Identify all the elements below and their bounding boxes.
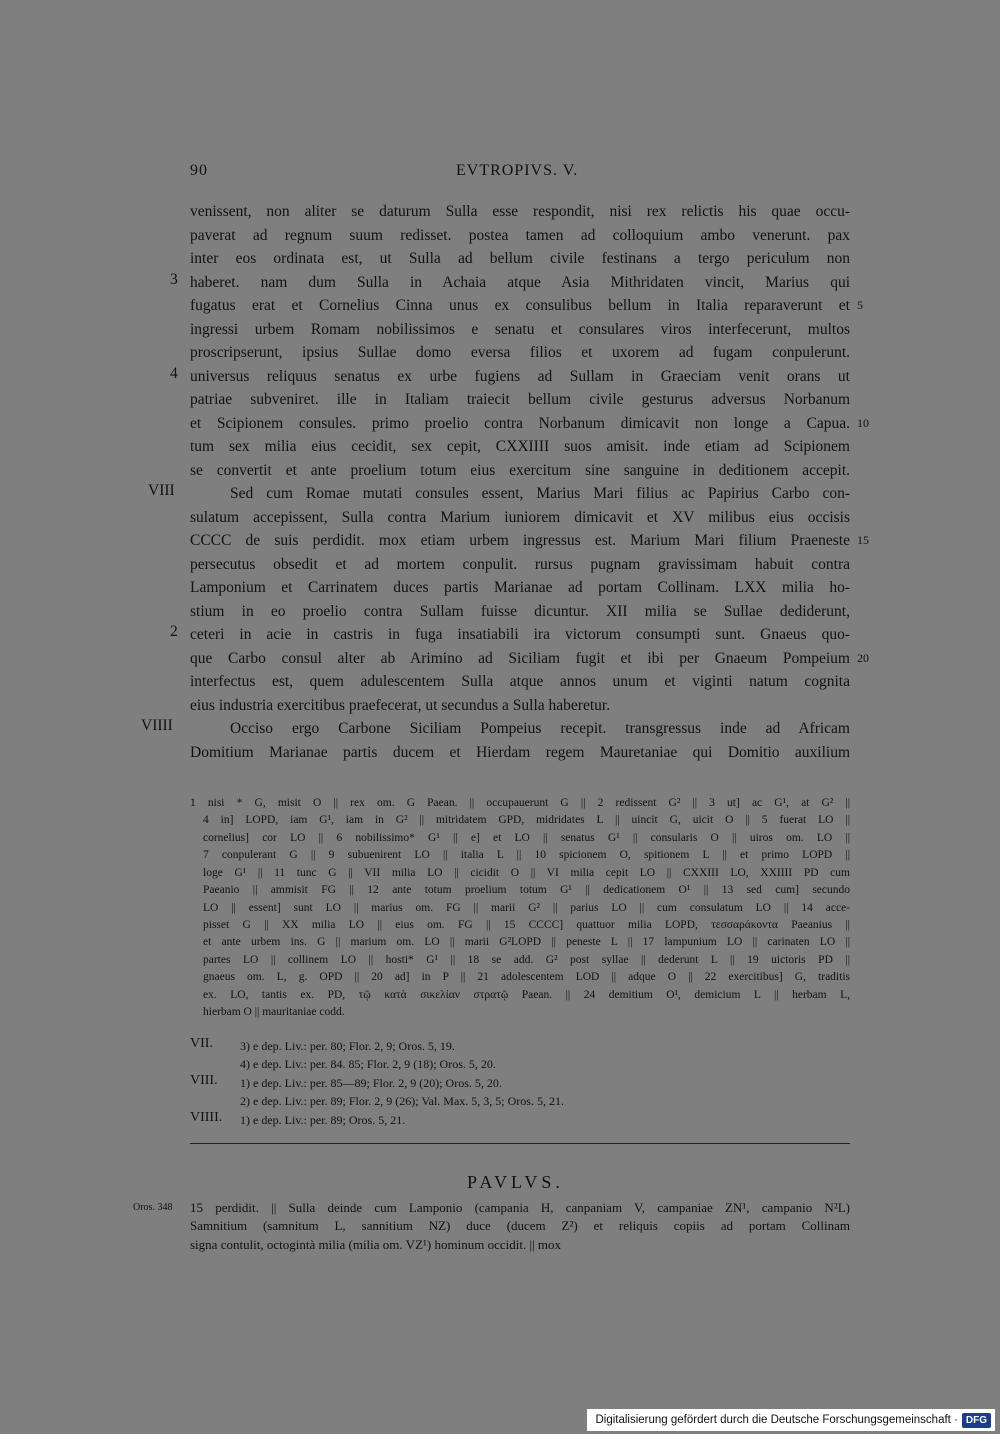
chapter-number: VIIII bbox=[141, 717, 173, 734]
text-line: patriae subveniret. ille in Italiam traiecit bellum civile gesturus adversus Norbanum bbox=[190, 391, 850, 408]
footer-text: Digitalisierung gefördert durch die Deutsche Forschungsgemeinschaft · bbox=[595, 1414, 958, 1426]
text-line: interfectus est, quem adulescentem Sulla atque annos unum et viginti natum cognita bbox=[190, 673, 850, 690]
text-line: Lamponium et Carrinatem duces partis Marianae ad portam Collinam. LXX milia ho- bbox=[190, 579, 850, 596]
apparatus-line: 7 conpulerant G || 9 subuenirent LO || italia L || 10 spicionem O, spitionem L || et primo LOPD || bbox=[203, 849, 850, 861]
text-line: inter eos ordinata est, ut Sulla ad bellum civile festinans a tergo periculum non bbox=[190, 250, 850, 267]
line-number: 20 bbox=[857, 651, 869, 665]
paulus-line: 15 perdidit. || Sulla deinde cum Lamponio (campania H, canpaniam V, campaniae ZN¹, campanio N²L) bbox=[190, 1200, 850, 1215]
text-line: Sed cum Romae mutati consules essent, Marius Mari filius ac Papirius Carbo con- bbox=[230, 485, 850, 502]
text-line: ceteri in acie in castris in fuga insatiabili ira victorum consumpti sunt. Gnaeus quo- bbox=[190, 626, 850, 643]
section-heading: PAVLVS. bbox=[467, 1172, 564, 1192]
text-line: que Carbo consul alter ab Arimino ad Siciliam fugit et ibi per Gnaeum Pompeium bbox=[190, 650, 850, 667]
apparatus-line: 4 in] LOPD, iam G¹, iam in G² || mitridatem GPD, midridates L || uincit G, uicit O || 5 fuerat LO || bbox=[203, 814, 850, 826]
source-key: VIII. bbox=[190, 1073, 218, 1088]
paulus-line: signa contulit, octogintà milia (milia om. VZ¹) hominum occidit. || mox bbox=[190, 1237, 562, 1252]
apparatus-line: partes LO || collinem LO || hosti* G¹ || 18 se add. G² post syllae || dederunt L || 19 uictoris PD || bbox=[203, 954, 850, 966]
apparatus-line: pisset G || XX milia LO || eius om. FG || 15 CCCC] quattuor milia LOPD, τεσσαράκοντα Paeanius || bbox=[203, 919, 850, 931]
apparatus-line: loge G¹ || 11 tunc G || VII milia LO || cicidit O || VI milia cepit LO || CXXIII LO, XXIIII PD cum bbox=[203, 867, 850, 879]
apparatus-line: et ante urbem ins. G || marium om. LO || marii G²LOPD || peneste L || 17 lampunium LO || carinaten LO || bbox=[203, 936, 850, 948]
apparatus-line: ex. LO, tantis ex. PD, τῷ κατὰ σικελίαν στρατῷ Paean. || 24 demitium O¹, demicium L || herbam L, bbox=[203, 989, 850, 1001]
apparatus-line: 1 nisi * G, misit O || rex om. G Paean. || occupauerunt G || 2 redissent G² || 3 ut] ac G¹, at G² || bbox=[190, 797, 850, 809]
text-line: paverat ad regnum suum redisset. postea tamen ad colloquium ambo venerunt. pax bbox=[190, 227, 850, 244]
apparatus-line: gnaeus om. L, g. OPD || 20 ad] in P || 21 adolescentem LOD || adque O || 22 exercitibus] G, traditis bbox=[203, 971, 850, 983]
text-line: Occiso ergo Carbone Siciliam Pompeius recepit. transgressus inde ad Africam bbox=[230, 720, 850, 737]
page-number: 90 bbox=[190, 162, 208, 179]
funding-footer bbox=[587, 1409, 995, 1431]
source-key: VIIII. bbox=[190, 1110, 223, 1125]
dfg-logo-icon: DFG bbox=[962, 1413, 991, 1428]
text-line: et Scipionem consules. primo proelio contra Norbanum dimicavit non longe a Capua. bbox=[190, 415, 850, 432]
apparatus-line: cornelius] cor LO || 6 nobilissimo* G¹ || e] et LO || senatus G¹ || consularis O || uiros om. LO || bbox=[203, 832, 850, 844]
text-line: ingressi urbem Romam nobilissimos e senatu et consulares viros interfecerunt, multos bbox=[190, 321, 850, 338]
line-number: 5 bbox=[857, 298, 863, 312]
text-line: eius industria exercitibus praefecerat, ut secundus a Sulla haberetur. bbox=[190, 697, 611, 714]
text-line: persecutus obsedit et ad mortem conpulit. rursus pugnam gravissimam habuit contra bbox=[190, 556, 850, 573]
text-line: haberet. nam dum Sulla in Achaia atque Asia Mithridaten vincit, Marius qui bbox=[190, 274, 850, 291]
text-line: proscripserunt, ipsius Sullae domo eversa filios et uxorem ad fugam conpulerunt. bbox=[190, 344, 850, 361]
line-number: 15 bbox=[857, 533, 869, 547]
text-line: Domitium Marianae partis ducem et Hierdam regem Mauretaniae qui Domitio auxilium bbox=[190, 744, 850, 761]
section-number: 4 bbox=[170, 365, 178, 382]
apparatus-line: LO || essent] sunt LO || marius om. FG || marii G² || parius LO || cum consulatum LO || 14 acce- bbox=[203, 902, 850, 914]
text-line: universus reliquus senatus ex urbe fugiens ad Sullam in Graeciam venit orans ut bbox=[190, 368, 850, 385]
running-title: EVTROPIVS. V. bbox=[456, 162, 579, 179]
paulus-line: Samnitium (samnitum L, sannitium NZ) duce (ducem Z²) et reliquis copiis ad portam Collinam bbox=[190, 1218, 850, 1233]
source-key: VII. bbox=[190, 1036, 213, 1051]
source-note: 3) e dep. Liv.: per. 80; Flor. 2, 9; Oros. 5, 19. bbox=[240, 1039, 455, 1053]
source-note: 1) e dep. Liv.: per. 89; Oros. 5, 21. bbox=[240, 1113, 406, 1127]
text-line: tum sex milia eius cecidit, sex cepit, CXXIIII suos amisit. inde etiam ad Scipionem bbox=[190, 438, 850, 455]
text-line: venissent, non aliter se daturum Sulla esse respondit, nisi rex relictis his quae occu- bbox=[190, 203, 850, 220]
apparatus-line: Paeanio || ammisit FG || 12 ante totum proelium totum G¹ || dedicationem O¹ || 13 sed cum] secundo bbox=[203, 884, 850, 896]
source-note: 4) e dep. Liv.: per. 84. 85; Flor. 2, 9 (18); Oros. 5, 20. bbox=[240, 1057, 496, 1071]
text-line: stium in eo proelio contra Sullam fuisse dicuntur. XII milia se Sullae dediderunt, bbox=[190, 603, 850, 620]
text-line: se convertit et ante proelium totum eius exercitum sine sanguine in deditionem accepit. bbox=[190, 462, 850, 479]
chapter-number: VIII bbox=[148, 482, 175, 499]
text-line: CCCC de suis perdidit. mox etiam urbem ingressus est. Marium Mari filium Praeneste bbox=[190, 532, 850, 549]
source-note: 2) e dep. Liv.: per. 89; Flor. 2, 9 (26); Val. Max. 5, 3, 5; Oros. 5, 21. bbox=[240, 1094, 564, 1108]
side-reference: Oros. 348 bbox=[133, 1202, 173, 1213]
line-number: 10 bbox=[857, 416, 869, 430]
section-number: 3 bbox=[170, 271, 178, 288]
text-line: sulatum accepissent, Sulla contra Marium iuniorem dimicavit et XV milibus eius occisis bbox=[190, 509, 850, 526]
text-line: fugatus erat et Cornelius Cinna unus ex consulibus bellum in Italia reparaverunt et bbox=[190, 297, 850, 314]
source-note: 1) e dep. Liv.: per. 85—89; Flor. 2, 9 (20); Oros. 5, 20. bbox=[240, 1076, 502, 1090]
section-number: 2 bbox=[170, 623, 178, 640]
apparatus-line: hierbam O || mauritaniae codd. bbox=[203, 1006, 345, 1018]
section-divider bbox=[190, 1143, 850, 1144]
